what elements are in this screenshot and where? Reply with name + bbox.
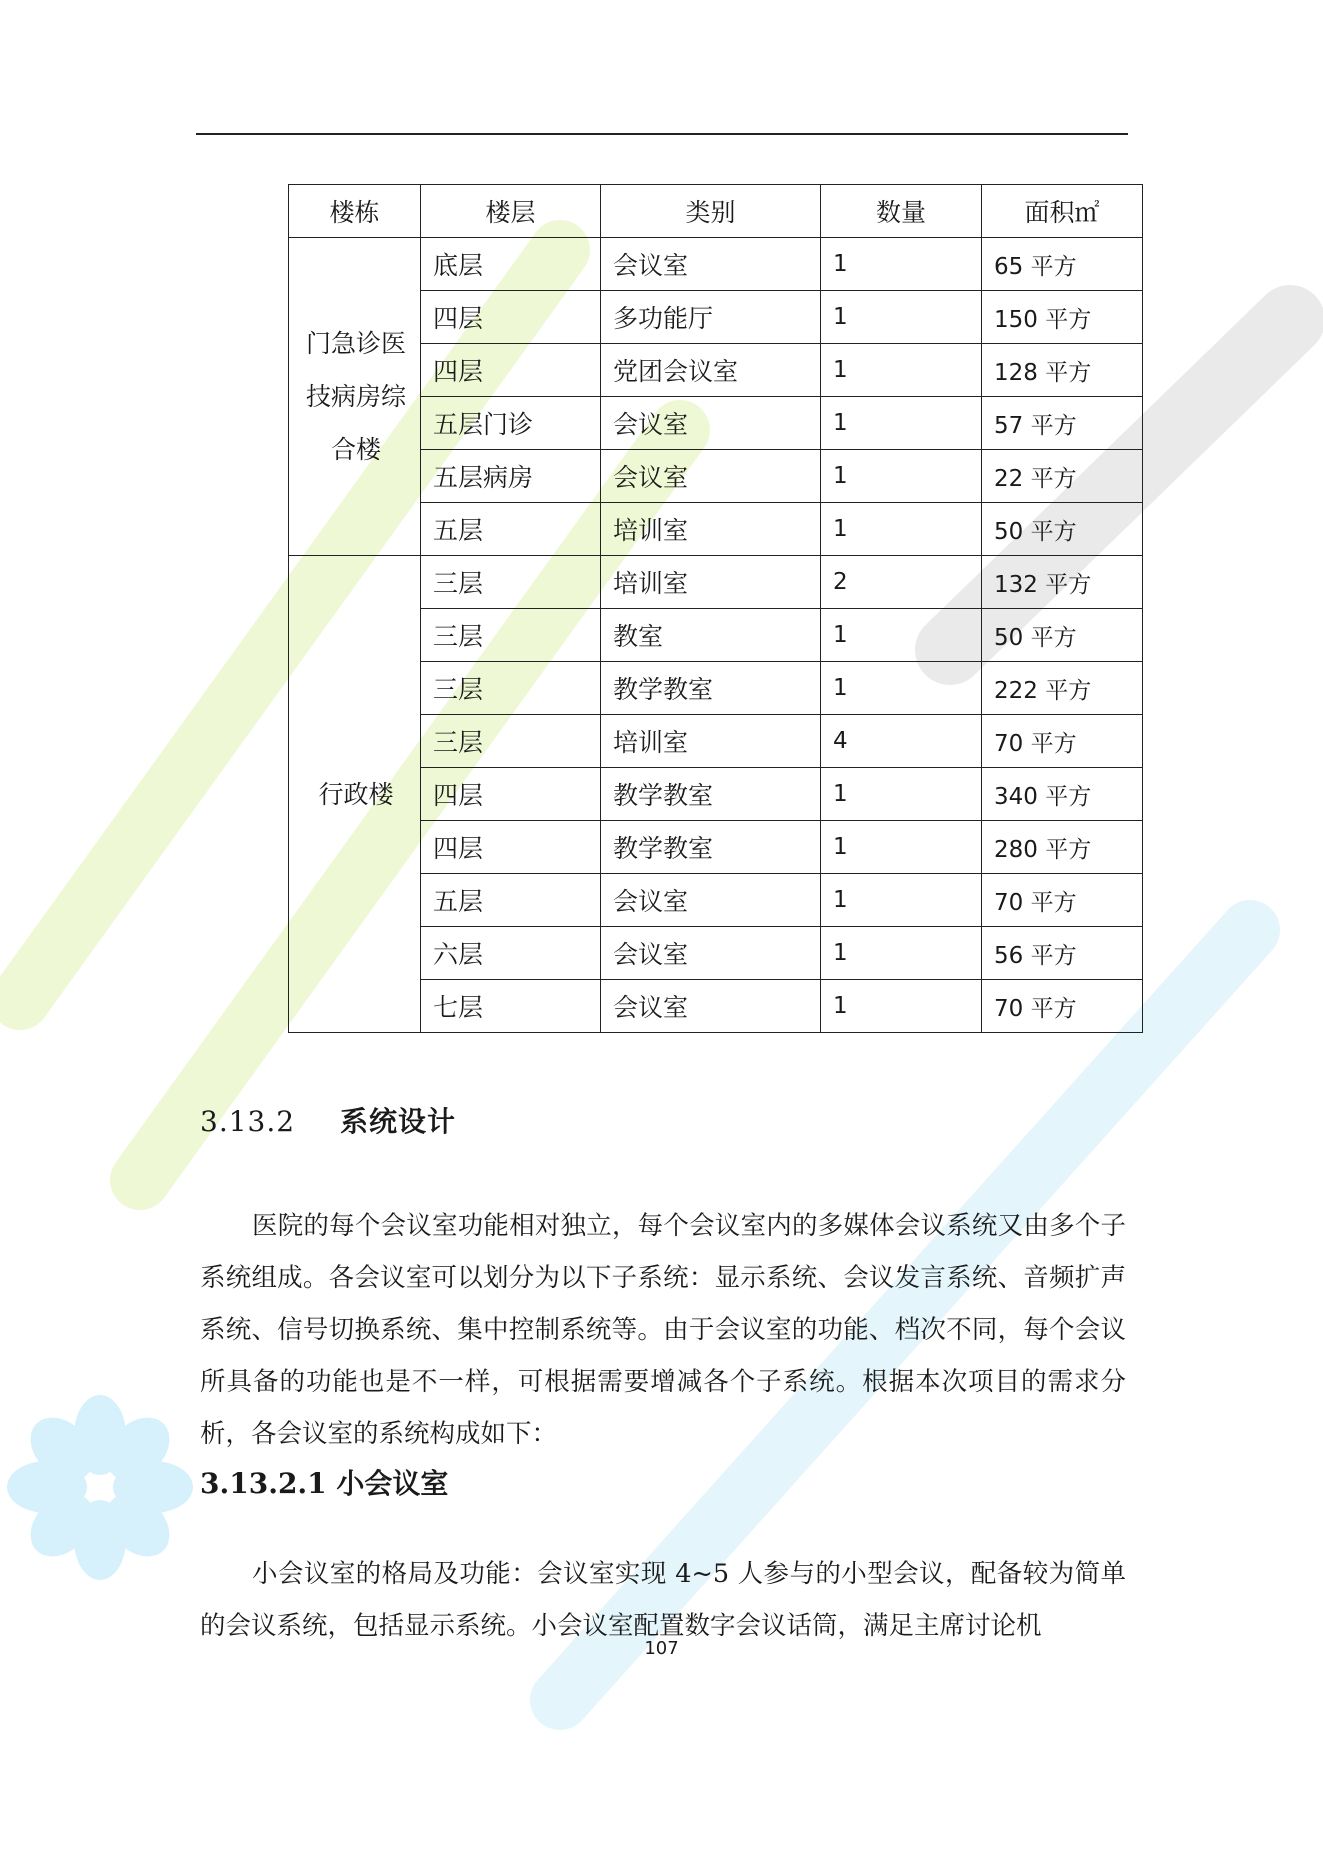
building-line: 门急诊医	[305, 329, 406, 358]
building-line: 行政楼	[318, 779, 394, 809]
count-cell: 1	[821, 927, 982, 980]
type-cell: 会议室	[601, 450, 821, 503]
floor-cell: 五层门诊	[421, 397, 601, 450]
count-cell: 1	[821, 980, 982, 1033]
type-cell: 培训室	[601, 556, 821, 609]
area-cell: 50 平方	[982, 503, 1143, 556]
building-cell	[289, 238, 421, 556]
section-number: 3.13.2	[200, 1105, 296, 1138]
building-line: 技病房综	[305, 382, 406, 411]
type-cell: 多功能厅	[601, 291, 821, 344]
type-cell: 教室	[601, 609, 821, 662]
type-cell: 会议室	[601, 397, 821, 450]
floor-cell: 五层病房	[421, 450, 601, 503]
area-cell: 56 平方	[982, 927, 1143, 980]
header-area: 面积㎡	[982, 185, 1143, 238]
floor-cell: 七层	[421, 980, 601, 1033]
count-cell: 1	[821, 238, 982, 291]
count-cell: 1	[821, 450, 982, 503]
count-cell: 1	[821, 291, 982, 344]
area-cell: 280 平方	[982, 821, 1143, 874]
section-title: 系统设计	[340, 1105, 457, 1138]
table-header-row	[289, 185, 1143, 238]
type-cell: 培训室	[601, 715, 821, 768]
header-floor: 楼层	[421, 185, 601, 238]
floor-cell: 底层	[421, 238, 601, 291]
floor-cell: 四层	[421, 291, 601, 344]
subsection-paragraph: 小会议室的格局及功能：会议室实现 4~5 人参与的小型会议，配备较为简单的会议系统，包括显示系统。小会议室配置数字会议话筒，满足主席讨论机	[200, 1558, 1126, 1641]
count-cell: 1	[821, 344, 982, 397]
header-type: 类别	[601, 185, 821, 238]
floor-cell: 五层	[421, 503, 601, 556]
count-cell: 1	[821, 821, 982, 874]
page-number: 107	[644, 1638, 679, 1659]
area-cell: 70 平方	[982, 874, 1143, 927]
type-cell: 教学教室	[601, 662, 821, 715]
area-cell: 65 平方	[982, 238, 1143, 291]
count-cell: 1	[821, 662, 982, 715]
count-cell: 1	[821, 397, 982, 450]
area-cell: 57 平方	[982, 397, 1143, 450]
floor-cell: 四层	[421, 821, 601, 874]
floor-cell: 三层	[421, 715, 601, 768]
floor-cell: 四层	[421, 768, 601, 821]
area-cell: 340 平方	[982, 768, 1143, 821]
floor-cell: 三层	[421, 609, 601, 662]
count-cell: 4	[821, 715, 982, 768]
type-cell: 会议室	[601, 238, 821, 291]
type-cell: 党团会议室	[601, 344, 821, 397]
floor-cell: 三层	[421, 662, 601, 715]
floor-cell: 六层	[421, 927, 601, 980]
header-rule	[196, 133, 1128, 135]
area-cell: 22 平方	[982, 450, 1143, 503]
table-row	[289, 238, 1143, 291]
section-paragraph: 医院的每个会议室功能相对独立，每个会议室内的多媒体会议系统又由多个子系统组成。各会议室可以划分为以下子系统：显示系统、会议发言系统、音频扩声系统、信号切换系统、集中控制系统等。由于会议室的功能、档次不同，每个会议所具备的功能也是不一样，可根据需要增减各个子系统。根据本次项目的需求分析，各会议室的系统构成如下：	[200, 1210, 1126, 1449]
type-cell: 教学教室	[601, 768, 821, 821]
type-cell: 培训室	[601, 503, 821, 556]
count-cell: 1	[821, 503, 982, 556]
area-cell: 70 平方	[982, 715, 1143, 768]
count-cell: 2	[821, 556, 982, 609]
area-cell: 132 平方	[982, 556, 1143, 609]
floor-cell: 五层	[421, 874, 601, 927]
table-row	[289, 556, 1143, 609]
building-line: 合楼	[330, 435, 381, 464]
type-cell: 会议室	[601, 874, 821, 927]
flower-logo-icon	[7, 1395, 193, 1580]
type-cell: 会议室	[601, 980, 821, 1033]
area-cell: 222 平方	[982, 662, 1143, 715]
type-cell: 教学教室	[601, 821, 821, 874]
type-cell: 会议室	[601, 927, 821, 980]
area-cell: 70 平方	[982, 980, 1143, 1033]
area-cell: 128 平方	[982, 344, 1143, 397]
subsection-heading: 3.13.2.1 小会议室	[200, 1467, 449, 1500]
building-cell	[289, 556, 421, 1033]
count-cell: 1	[821, 609, 982, 662]
section-heading	[200, 1100, 456, 1140]
area-cell: 150 平方	[982, 291, 1143, 344]
floor-cell: 三层	[421, 556, 601, 609]
header-count: 数量	[821, 185, 982, 238]
meeting-room-table	[288, 184, 1143, 1033]
area-cell: 50 平方	[982, 609, 1143, 662]
floor-cell: 四层	[421, 344, 601, 397]
count-cell: 1	[821, 874, 982, 927]
count-cell: 1	[821, 768, 982, 821]
header-building: 楼栋	[289, 185, 421, 238]
